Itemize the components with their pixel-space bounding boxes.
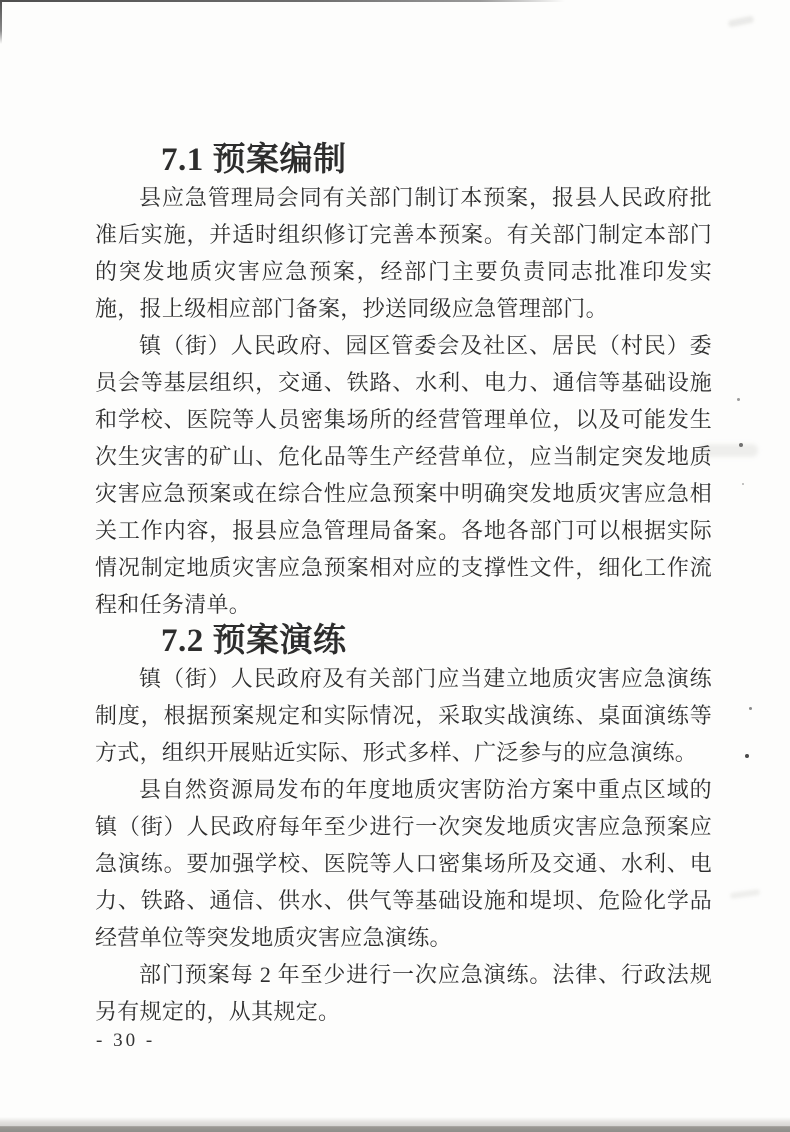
scan-smudge (730, 889, 761, 899)
scan-smudge (728, 15, 755, 27)
paragraph-drill-system: 镇（街）人民政府及有关部门应当建立地质灾害应急演练制度，根据预案规定和实际情况，采取实战演练、桌面演练等方式，组织开展贴近实际、形式多样、广泛参与的应急演练。 (95, 666, 712, 765)
scan-speck (745, 754, 749, 758)
page-number: - 30 - (96, 1030, 156, 1051)
scan-edge-bottom-band (0, 1117, 790, 1132)
section-heading-7-1: 7.1 预案编制 (161, 142, 347, 178)
document-body (95, 142, 712, 1030)
scan-edge-top-line (0, 0, 565, 2)
scan-speck (737, 398, 740, 401)
paragraph-plan-preparation-2: 镇（街）人民政府、园区管委会及社区、居民（村民）委员会等基层组织，交通、铁路、水利、电力、通信等基础设施和学校、医院等人员密集场所的经营管理单位，以及可能发生次生灾害的矿山、危化品等生产经营单位，应当制定突发地质灾害应急预案或在综合性应急预案中明确突发地质灾害应急相关工作内容，报县应急管理局备案。各地各部门可以根据实际情况制定地质灾害应急预案相对应的支撑性文件，细化工作流程和任务清单。 (95, 333, 712, 617)
paragraph-drill-frequency: 县自然资源局发布的年度地质灾害防治方案中重点区域的镇（街）人民政府每年至少进行一次突发地质灾害应急预案应急演练。要加强学校、医院等人口密集场所及交通、水利、电力、铁路、通信、供水、供气等基础设施和堤坝、危险化学品经营单位等突发地质灾害应急演练。 (95, 777, 712, 950)
scan-edge-left-line (0, 0, 2, 44)
scan-speck (749, 707, 752, 710)
scan-smudge (700, 444, 758, 457)
section-heading-7-2: 7.2 预案演练 (161, 623, 347, 659)
scan-speck (742, 483, 744, 485)
paragraph-department-drills: 部门预案每 2 年至少进行一次应急演练。法律、行政法规另有规定的，从其规定。 (95, 962, 712, 1024)
paragraph-plan-preparation-1: 县应急管理局会同有关部门制订本预案，报县人民政府批准后实施，并适时组织修订完善本预案。有关部门制定本部门的突发地质灾害应急预案，经部门主要负责同志批准印发实施，报上级相应部门备案，抄送同级应急管理部门。 (95, 185, 712, 321)
